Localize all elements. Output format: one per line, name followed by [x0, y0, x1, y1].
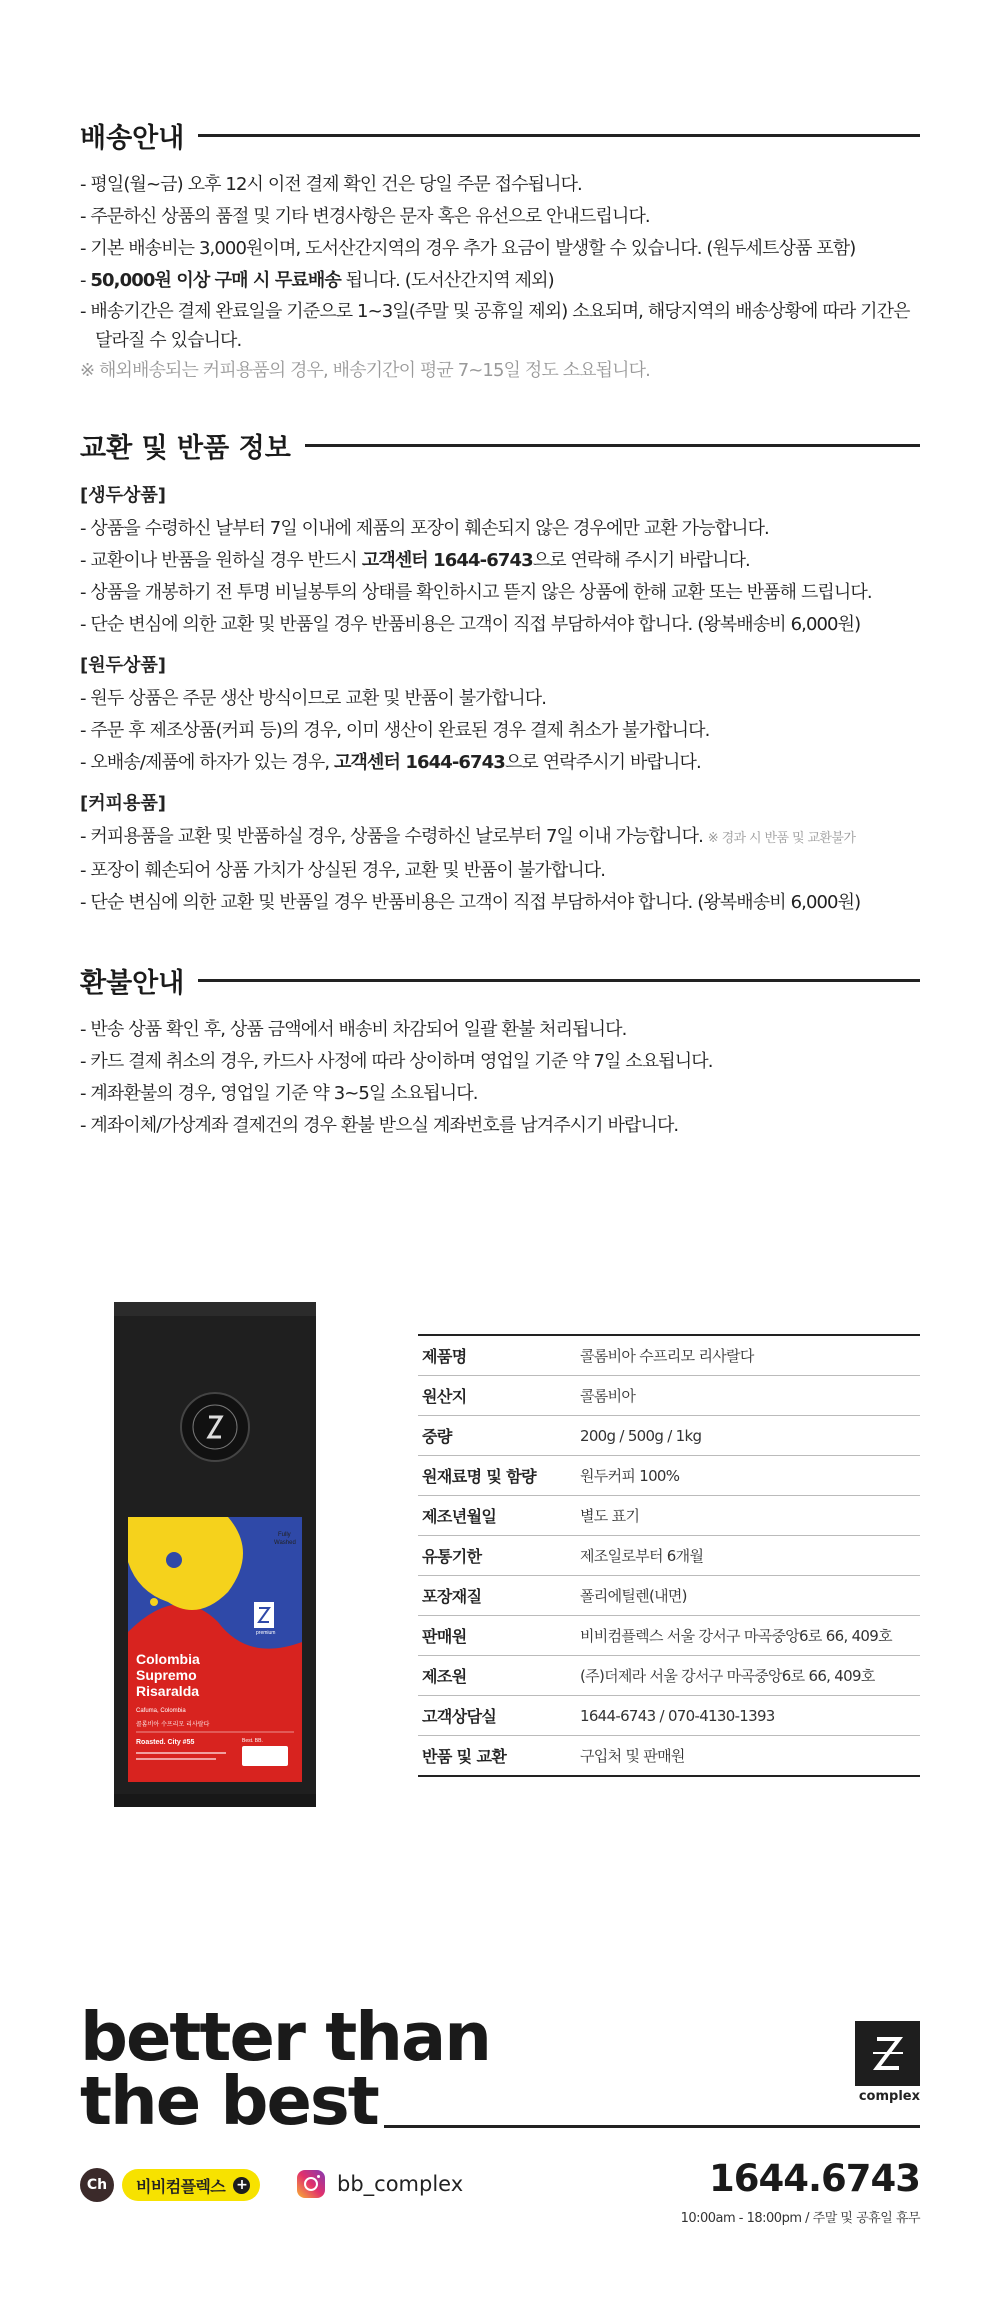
refund-header [80, 960, 920, 1000]
green-bean-label: [생두상품] [80, 485, 167, 506]
bag-process: Fully [278, 1532, 291, 1538]
table-key: 포장재질 [422, 1587, 482, 1606]
product-info-table [418, 1334, 920, 1777]
shipping-header [80, 115, 920, 155]
shipping-free-line: - 50,000원 이상 구매 시 무료배송 됩니다. (도서산간지역 제외) [80, 270, 554, 291]
kakao-channel-link[interactable] [80, 2168, 260, 2202]
svg-text:premium: premium [256, 1630, 276, 1636]
table-row [418, 1496, 920, 1536]
svg-text:Risaralda: Risaralda [136, 1683, 200, 1699]
exchange-section [80, 425, 920, 919]
section-divider [198, 979, 920, 982]
svg-text:Cafuma, Colombia: Cafuma, Colombia [136, 1708, 186, 1714]
kakao-add-button[interactable]: 비비컴플렉스 + [122, 2169, 260, 2201]
shipping-line: - 주문하신 상품의 품절 및 기타 변경사항은 문자 혹은 유선으로 안내드립니다. [80, 206, 650, 227]
goods-note: ※ 경과 시 반품 및 교환불가 [707, 831, 856, 846]
table-row [418, 1416, 920, 1456]
exchange-line: - 커피용품을 교환 및 반품하실 경우, 상품을 수령하신 날로부터 7일 이내 가능합니다. ※ 경과 시 반품 및 교환불가 [80, 826, 856, 847]
table-value: 콜롬비아 [580, 1387, 636, 1405]
table-key: 유통기한 [422, 1547, 482, 1566]
table-value: 구입처 및 판매원 [580, 1747, 685, 1765]
customer-center-highlight: 고객센터 1644-6743 [334, 752, 505, 773]
svg-text:Roasted. City #55: Roasted. City #55 [136, 1739, 195, 1746]
table-value: 비비컴플렉스 서울 강서구 마곡중앙6로 66, 409호 [580, 1627, 892, 1645]
table-row [418, 1456, 920, 1496]
section-divider [198, 134, 920, 137]
plus-icon: + [233, 2177, 250, 2194]
table-row [418, 1696, 920, 1736]
table-key: 원산지 [422, 1387, 467, 1406]
refund-line: - 계좌환불의 경우, 영업일 기준 약 3~5일 소요됩니다. [80, 1083, 478, 1104]
refund-line: - 반송 상품 확인 후, 상품 금액에서 배송비 차감되어 일괄 환불 처리됩니다. [80, 1019, 627, 1040]
business-hours: 10:00am - 18:00pm / 주말 및 공휴일 휴무 [680, 2211, 920, 2226]
instagram-icon [297, 2170, 325, 2198]
instagram-handle: bb_complex [337, 2172, 464, 2196]
table-value: (주)더제라 서울 강서구 마곡중앙6로 66, 409호 [580, 1667, 875, 1685]
logo-text: complex [858, 2089, 920, 2104]
coffee-bag-image [108, 1302, 322, 1812]
coffee-goods-label: [커피용품] [80, 793, 167, 814]
table-value: 폴리에틸렌(내면) [580, 1587, 687, 1605]
table-row [418, 1376, 920, 1416]
svg-text:Washed: Washed [274, 1540, 296, 1546]
exchange-line: - 교환이나 반품을 원하실 경우 반드시 고객센터 1644-6743으로 연락해 주시기 바랍니다. [80, 550, 750, 571]
shipping-title: 배송안내 [80, 122, 185, 154]
table-key: 반품 및 교환 [422, 1747, 507, 1766]
exchange-line: - 상품을 수령하신 날부터 7일 이내에 제품의 포장이 훼손되지 않은 경우에만 교환 가능합니다. [80, 518, 769, 539]
exchange-line: - 오배송/제품에 하자가 있는 경우, 고객센터 1644-6743으로 연락주시기 바랍니다. [80, 752, 701, 773]
shipping-note: ※ 해외배송되는 커피용품의 경우, 배송기간이 평균 7~15일 정도 소요됩니다. [80, 360, 650, 381]
table-row [418, 1616, 920, 1656]
kakao-channel-icon: Ch [80, 2168, 114, 2202]
shipping-line: - 기본 배송비는 3,000원이며, 도서산간지역의 경우 추가 요금이 발생할 수 있습니다. (원두세트상품 포함) [80, 238, 856, 259]
footer-divider [384, 2125, 920, 2128]
svg-text:콜롬비아 수프리모 리사랄다: 콜롬비아 수프리모 리사랄다 [136, 1721, 210, 1728]
refund-section [80, 960, 920, 1142]
table-row [418, 1336, 920, 1376]
table-value: 별도 표기 [580, 1507, 640, 1525]
free-shipping-highlight: 50,000원 이상 구매 시 무료배송 [90, 270, 341, 291]
exchange-line: - 원두 상품은 주문 생산 방식이므로 교환 및 반품이 불가합니다. [80, 688, 547, 709]
exchange-title: 교환 및 반품 정보 [80, 432, 291, 464]
svg-text:Supremo: Supremo [136, 1667, 197, 1683]
instagram-link[interactable] [297, 2170, 463, 2198]
table-key: 중량 [422, 1427, 452, 1446]
phone-number: 1644.6743 [708, 2157, 920, 2200]
table-key: 고객상담실 [422, 1707, 497, 1726]
table-row [418, 1536, 920, 1576]
exchange-line: - 단순 변심에 의한 교환 및 반품일 경우 반품비용은 고객이 직접 부담하셔야 합니다. (왕복배송비 6,000원) [80, 892, 861, 913]
exchange-line: - 단순 변심에 의한 교환 및 반품일 경우 반품비용은 고객이 직접 부담하셔야 합니다. (왕복배송비 6,000원) [80, 614, 861, 635]
section-divider [305, 444, 920, 447]
table-key: 제조원 [422, 1667, 467, 1686]
exchange-header [80, 425, 920, 465]
complex-logo-icon [855, 2021, 920, 2086]
svg-text:Best. BB.: Best. BB. [242, 1738, 263, 1744]
table-value: 콜롬비아 수프리모 리사랄다 [580, 1347, 754, 1365]
table-value: 제조일로부터 6개월 [580, 1547, 704, 1565]
roasted-bean-label: [원두상품] [80, 655, 167, 676]
shipping-line: - 평일(월~금) 오후 12시 이전 결제 확인 건은 당일 주문 접수됩니다. [80, 174, 582, 195]
brand-slogan: better than the best [80, 1998, 490, 2140]
table-row [418, 1736, 920, 1775]
table-key: 제품명 [422, 1347, 467, 1366]
table-value: 1644-6743 / 070-4130-1393 [580, 1706, 775, 1725]
customer-center-highlight: 고객센터 1644-6743 [361, 550, 533, 571]
refund-title: 환불안내 [80, 967, 185, 999]
table-value: 원두커피 100% [580, 1467, 680, 1485]
exchange-line: - 포장이 훼손되어 상품 가치가 상실된 경우, 교환 및 반품이 불가합니다. [80, 860, 606, 881]
bag-name: Colombia [136, 1651, 200, 1667]
table-value: 200g / 500g / 1kg [580, 1426, 702, 1445]
exchange-line: - 상품을 개봉하기 전 투명 비닐봉투의 상태를 확인하시고 뜯지 않은 상품에 한해 교환 또는 반품해 드립니다. [80, 582, 872, 603]
table-key: 원재료명 및 함량 [422, 1467, 536, 1486]
table-row [418, 1656, 920, 1696]
refund-line: - 계좌이체/가상계좌 결제건의 경우 환불 받으실 계좌번호를 남겨주시기 바랍니다. [80, 1115, 679, 1136]
table-key: 판매원 [422, 1627, 467, 1646]
table-row [418, 1576, 920, 1616]
table-key: 제조년월일 [422, 1507, 497, 1526]
shipping-section [80, 115, 920, 387]
shipping-period-line: - 배송기간은 결제 완료일을 기준으로 1~3일(주말 및 공휴일 제외) 소요되며, 해당지역의 배송상황에 따라 기간은 달라질 수 있습니다. [80, 301, 910, 351]
refund-line: - 카드 결제 취소의 경우, 카드사 사정에 따라 상이하며 영업일 기준 약 7일 소요됩니다. [80, 1051, 713, 1072]
exchange-line: - 주문 후 제조상품(커피 등)의 경우, 이미 생산이 완료된 경우 결제 취소가 불가합니다. [80, 720, 710, 741]
